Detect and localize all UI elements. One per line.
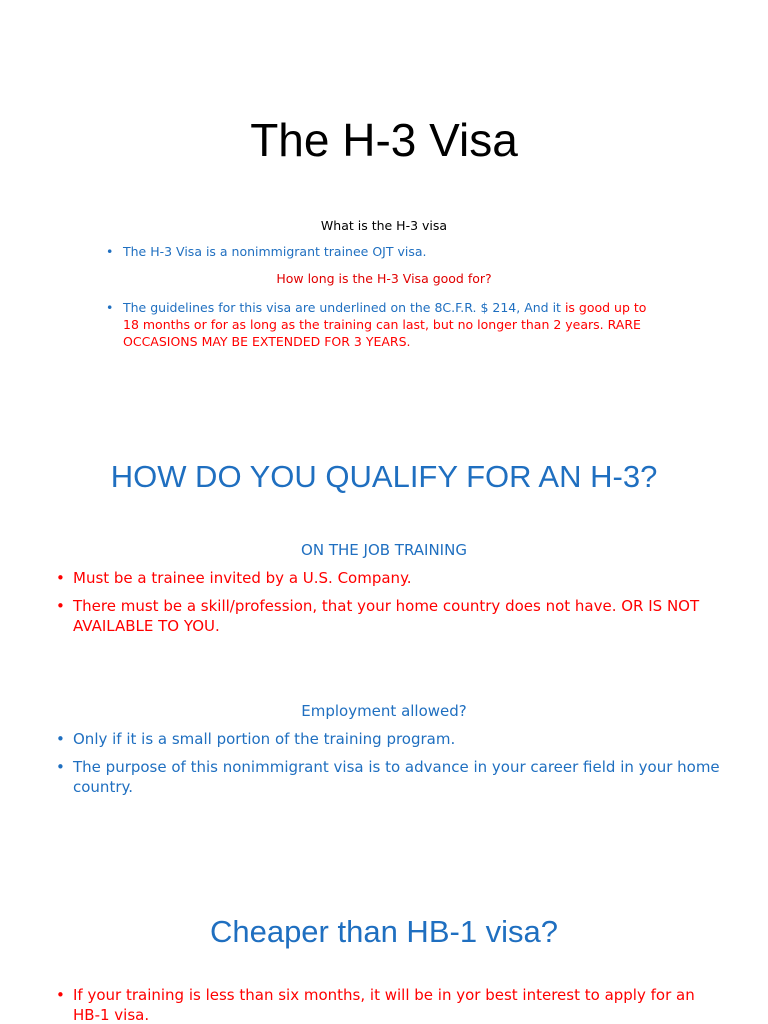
bullet-dot: • xyxy=(106,300,114,315)
bullet-dot: • xyxy=(56,758,65,776)
bullet-item xyxy=(106,299,663,350)
slide-subtitle: ON THE JOB TRAINING xyxy=(301,541,467,559)
bullet-text: The H-3 Visa is a nonimmigrant trainee OJT visa. xyxy=(123,244,427,259)
bullet-item xyxy=(56,757,723,797)
bullet-text: Only if it is a small portion of the training program. xyxy=(73,730,456,748)
bullet-item xyxy=(56,568,723,588)
bullet-text: The purpose of this nonimmigrant visa is to advance in your career field in your home country. xyxy=(73,758,720,796)
slide-cheaper xyxy=(0,830,768,1024)
slide-title: The H-3 Visa xyxy=(250,114,518,166)
slide-subtitle-employment: Employment allowed? xyxy=(301,702,467,720)
slide-qualify xyxy=(0,400,768,830)
bullet-text-red: is good up to 18 months or for as long as the training can last, but no longer than 2 years. RARE OCCASIONS MAY BE EXTENDED FOR 3 YEARS. xyxy=(123,300,647,349)
bullet-dot: • xyxy=(56,730,65,748)
slide-title: Cheaper than HB-1 visa? xyxy=(209,914,559,949)
bullet-dot: • xyxy=(106,244,114,259)
bullet-dot: • xyxy=(56,569,65,587)
bullet-item xyxy=(56,985,723,1024)
bullet-item xyxy=(106,243,683,260)
bullet-text: There must be a skill/profession, that your home country does not have. OR IS NOT AVAILABLE TO YOU. xyxy=(73,597,700,635)
bullet-item xyxy=(56,729,723,749)
slide-title: HOW DO YOU QUALIFY FOR AN H-3? xyxy=(110,459,658,494)
bullet-text: Must be a trainee invited by a U.S. Company. xyxy=(73,569,412,587)
bullet-text-blue: The guidelines for this visa are underlined on the 8C.F.R. $ 214, And it xyxy=(123,300,565,315)
bullet-item xyxy=(56,596,703,636)
bullet-dot: • xyxy=(56,597,65,615)
bullet-dot: • xyxy=(56,986,65,1004)
slide-h3-visa xyxy=(0,0,768,400)
bullet-text: If your training is less than six months, it will be in yor best interest to apply for an HB-1 visa. xyxy=(73,986,695,1024)
question-heading: How long is the H-3 Visa good for? xyxy=(276,271,492,286)
slide-subtitle: What is the H-3 visa xyxy=(320,218,448,233)
